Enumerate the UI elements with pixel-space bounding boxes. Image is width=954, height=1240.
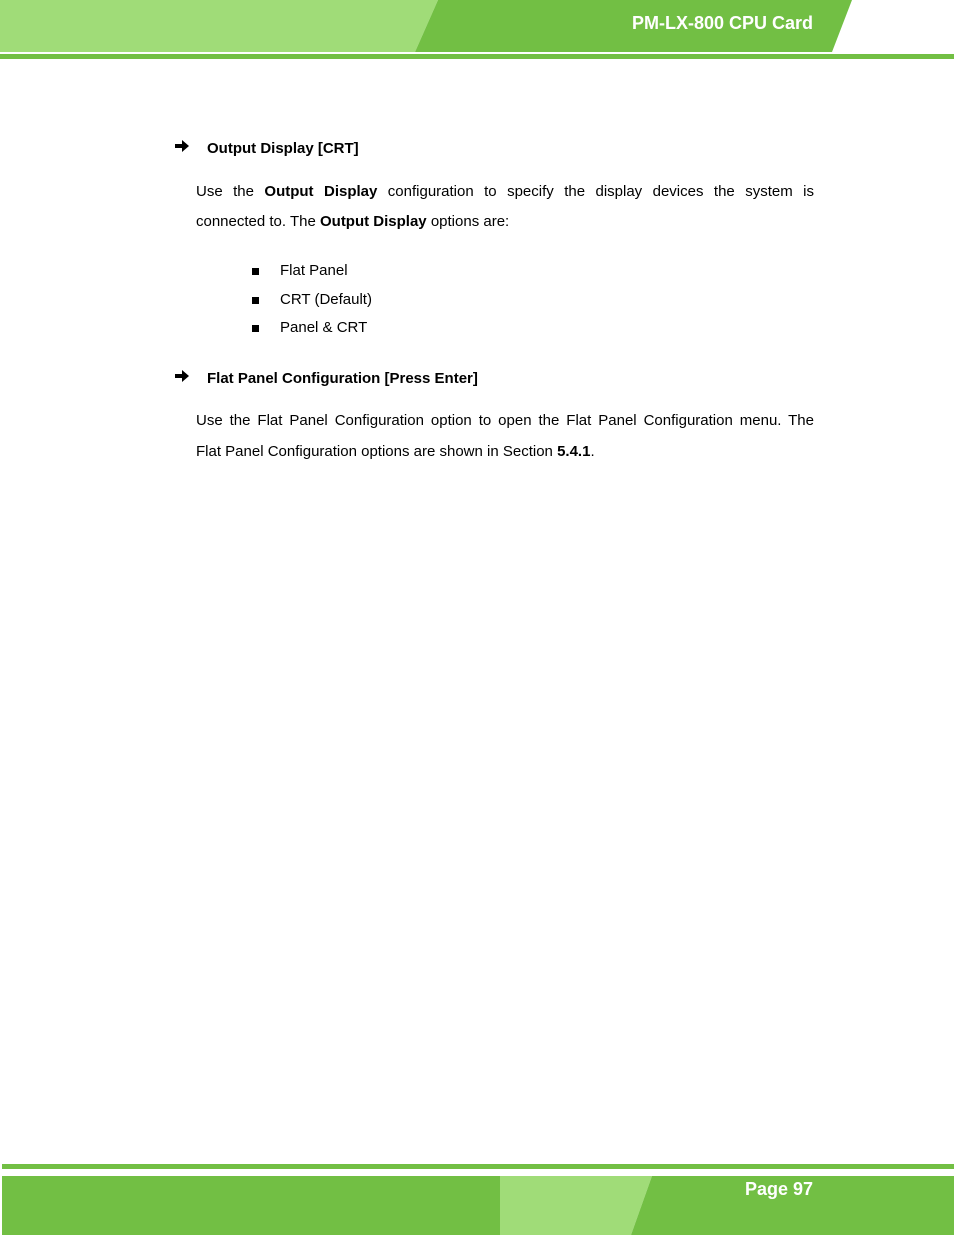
paragraph-line [196, 207, 814, 237]
section-heading-text: Output Display [CRT] [207, 139, 359, 157]
list-item [252, 314, 372, 343]
section-heading-text: Flat Panel Configuration [Press Enter] [207, 369, 478, 387]
list-item [252, 257, 372, 286]
bold-term: Output Display [264, 183, 378, 200]
text-run: connected to. The [196, 213, 320, 230]
square-bullet-icon [252, 297, 259, 304]
list-item-label: Flat Panel [280, 262, 348, 279]
text-run: options are: [426, 213, 510, 230]
page-number: Page 97 [744, 1179, 813, 1199]
document-title: PM-LX-800 CPU Card [631, 13, 813, 33]
arrow-right-icon [174, 369, 207, 387]
paragraph-line [196, 406, 814, 436]
paragraph-line [196, 177, 814, 207]
section-reference: 5.4.1 [557, 443, 591, 460]
list-item [252, 286, 372, 315]
list-item-label: Panel & CRT [280, 319, 368, 336]
section-heading-flat-panel-config [174, 369, 478, 387]
square-bullet-icon [252, 325, 259, 332]
section-heading-output-display [174, 139, 359, 157]
bold-term: Output Display [319, 213, 427, 230]
text-run: Use the Flat Panel Configuration option to open the Flat Panel Configuration menu. The [196, 412, 814, 429]
paragraph-line [196, 437, 814, 467]
options-list [252, 257, 372, 343]
text-run: configuration to specify the display devices the system is [377, 183, 814, 200]
square-bullet-icon [252, 268, 259, 275]
list-item-label: CRT (Default) [280, 290, 372, 308]
text-run: Flat Panel Configuration options are shown in Section [196, 443, 558, 460]
text-run: . [590, 443, 595, 460]
text-run: Use the [196, 183, 265, 200]
arrow-right-icon [174, 139, 207, 157]
